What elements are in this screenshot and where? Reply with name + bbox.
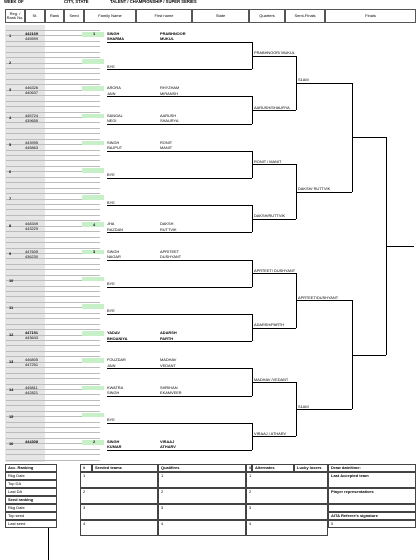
row-divider — [6, 57, 100, 58]
row-divider — [6, 204, 100, 205]
bracket-line — [107, 96, 252, 97]
seed-number: 1 — [93, 31, 96, 37]
row-divider — [6, 182, 100, 183]
seed-box — [82, 304, 104, 309]
family-name: SHARMA — [107, 36, 125, 42]
draw-position: 9 — [9, 250, 12, 256]
bracket-line — [107, 69, 252, 70]
row-divider — [6, 411, 100, 412]
family-name: RAJPUT — [107, 145, 123, 151]
row-divider — [6, 384, 100, 385]
row-divider — [6, 264, 100, 265]
reg-number: 446805 — [25, 357, 38, 363]
reg-number: 448349 — [25, 221, 38, 227]
top-da-label: Top DA — [5, 480, 57, 488]
r2-winner: PRABHNOOR/ MUKUL — [254, 50, 295, 56]
st-header: St. — [25, 9, 45, 23]
row-divider — [6, 258, 100, 259]
draw-position: 13 — [9, 359, 14, 365]
draw-position: 15 — [9, 413, 14, 419]
first-name: MANIT — [160, 145, 173, 151]
bracket-line — [296, 83, 352, 84]
row-divider — [6, 378, 100, 379]
reg-number: 445863 — [25, 144, 38, 150]
bracket-line — [107, 151, 252, 152]
bracket-line — [107, 423, 252, 424]
family-name: SANGAL — [107, 112, 123, 118]
r2-winner: ADARSH/PARTH — [254, 322, 285, 328]
draw-position: 1 — [9, 33, 12, 38]
first-name: PRABHNOOR — [160, 31, 186, 36]
row-divider — [6, 296, 100, 297]
family-name: JAIN — [107, 90, 116, 96]
r2-winner: RONIT / MANIT — [254, 158, 282, 164]
bracket-line — [107, 341, 252, 342]
bracket-line — [352, 137, 386, 138]
rkg-date-label: Rkg Date — [5, 504, 57, 512]
rep-slot — [328, 504, 416, 512]
draw-position: 5 — [9, 141, 12, 147]
reg-number: 436230 — [25, 253, 38, 259]
family-name: JHA — [107, 221, 115, 227]
seed-number: 2 — [93, 439, 96, 445]
row-divider — [6, 422, 100, 423]
seeded-teams-label: Seeded teams — [92, 464, 158, 472]
first-name-header: First name — [136, 9, 192, 23]
row-divider — [6, 345, 100, 346]
reg-header: Reg. / Rank No. — [5, 9, 25, 23]
hash-label: # — [80, 464, 92, 472]
row-divider — [6, 122, 100, 123]
row-divider — [6, 73, 100, 74]
row-divider — [6, 188, 100, 189]
bracket-line — [107, 42, 252, 43]
last-da-label: Last DA — [5, 488, 57, 496]
seed-box — [82, 331, 104, 336]
draw-position: 4 — [9, 114, 12, 120]
qualifier-slot: 1 — [158, 472, 246, 488]
r2-winner: APRTEET/ DUSHYANT — [254, 267, 296, 273]
seed-number: 4 — [93, 221, 96, 227]
qualifier-slot: 2 — [158, 488, 246, 504]
bracket-line — [252, 219, 296, 220]
row-divider — [6, 340, 100, 341]
first-name: APRITEET — [160, 248, 180, 254]
family-header: Family Name — [84, 9, 136, 23]
referee-signature-label: AITA Referee's signature — [328, 512, 416, 520]
bracket-line — [107, 178, 252, 179]
seed-slot: 1 — [80, 472, 158, 488]
bracket-line — [296, 409, 352, 410]
finals-header: Finals — [325, 9, 416, 23]
reg-number: 446326 — [25, 85, 38, 91]
row-divider — [6, 231, 100, 232]
row-divider — [6, 95, 100, 96]
row-divider — [6, 313, 100, 314]
draw-position: 10 — [9, 277, 14, 283]
reg-number: 445599 — [25, 36, 38, 41]
family-name: BYE — [107, 417, 115, 423]
row-divider — [6, 177, 100, 178]
row-divider — [6, 438, 100, 439]
family-name: NEGI — [107, 118, 117, 123]
reg-number: 443229 — [25, 226, 38, 232]
rkg-date-label: Rkg Date — [5, 472, 57, 480]
alternate-slot: 3 — [246, 504, 328, 520]
qualifier-slot: 4 — [158, 520, 246, 536]
reg-number: 440637 — [25, 90, 38, 96]
first-name: DUSHYANT — [160, 254, 182, 259]
draw-position: 2 — [9, 60, 12, 66]
first-name: DAKSH — [160, 221, 174, 227]
row-divider — [6, 166, 100, 167]
row-divider — [6, 112, 100, 113]
row-divider — [6, 242, 100, 243]
row-divider — [6, 291, 100, 292]
zero-value: 0 — [328, 520, 416, 528]
first-name: SHAURYA — [160, 118, 179, 123]
row-divider — [6, 150, 100, 151]
bracket-line — [352, 355, 386, 356]
draw-position: 14 — [9, 386, 14, 392]
seed-slot: 4 — [80, 520, 158, 536]
qf-winner: S1AM — [298, 403, 309, 409]
row-divider — [6, 155, 100, 156]
seed-box — [82, 141, 104, 146]
qualifier-slot: 3 — [158, 504, 246, 520]
row-divider — [6, 215, 100, 216]
row-divider — [6, 209, 100, 210]
reg-number: 439655 — [25, 117, 38, 123]
seed-box — [82, 114, 104, 119]
family-name: YADAV — [107, 330, 120, 336]
week-of: WEEK OF — [4, 0, 24, 4]
row-divider — [6, 139, 100, 140]
seed-box — [82, 358, 104, 363]
reg-number: 447251 — [25, 362, 38, 368]
family-name: KUMAR — [107, 444, 122, 450]
row-divider — [6, 449, 100, 450]
bracket-line — [107, 124, 252, 125]
seed-box — [82, 195, 104, 200]
row-divider — [6, 106, 100, 107]
lucky-losers-label: Lucky losers — [294, 464, 328, 472]
bracket-line — [252, 436, 296, 437]
seed-box — [82, 86, 104, 91]
row-divider — [6, 318, 100, 319]
family-name: SINGH — [107, 390, 120, 395]
row-divider — [6, 427, 100, 428]
seed-box — [82, 59, 104, 64]
family-name: BHOANIYA — [107, 335, 128, 341]
qf-winner: APRTEET/DUSHYANT — [298, 294, 339, 300]
seed-slot: 2 — [80, 488, 158, 504]
row-divider — [6, 356, 100, 357]
draw-position: 8 — [9, 223, 12, 229]
bracket-line — [296, 300, 352, 301]
draw-position: 12 — [9, 332, 14, 338]
family-name: SINGH — [107, 248, 120, 254]
row-divider — [6, 30, 100, 31]
family-name: BYE — [107, 63, 115, 69]
row-divider — [6, 367, 100, 368]
r2-winner: MADHAV /VEDANT — [254, 376, 289, 382]
first-name: MIRANSH — [160, 90, 178, 96]
reg-number: 442821 — [25, 389, 38, 395]
bracket-line — [107, 396, 252, 397]
row-divider — [6, 52, 100, 53]
draw-position: 6 — [9, 169, 12, 174]
draw-date-label: Draw date/time: — [328, 464, 416, 472]
family-name: NAGAR — [107, 254, 121, 259]
reg-number: 444308 — [25, 439, 38, 444]
reg-number: 445811 — [25, 384, 38, 390]
row-divider — [6, 133, 100, 134]
row-divider — [6, 79, 100, 80]
alternate-slot: 2 — [246, 488, 328, 504]
row-divider — [6, 220, 100, 221]
seed-box — [82, 386, 104, 391]
first-name: VIRAAJ — [160, 439, 175, 444]
row-divider — [6, 394, 100, 395]
acc-ranking-label: Acc. Ranking — [5, 464, 57, 472]
bracket-line — [107, 205, 252, 206]
first-name: RHYZHAM — [160, 85, 180, 91]
seed-slot: 3 — [80, 504, 158, 520]
row-divider — [6, 329, 100, 330]
bracket-line — [252, 56, 296, 57]
r2-winner: DAKSH/RUTTVIK — [254, 213, 286, 219]
footer-line — [48, 528, 49, 560]
first-name: PARTH — [160, 335, 174, 341]
row-divider — [6, 286, 100, 287]
seed-box — [82, 413, 104, 418]
family-name: KWATRA — [107, 384, 124, 390]
family-name: BYE — [107, 199, 115, 205]
bracket-line — [252, 328, 296, 329]
bracket-line — [252, 273, 296, 274]
bracket-line — [252, 382, 296, 383]
first-name: MADHAV — [160, 357, 177, 363]
row-divider — [6, 84, 100, 85]
row-divider — [6, 275, 100, 276]
family-name: BYE — [107, 281, 115, 287]
row-divider — [6, 432, 100, 433]
reg-number: 443995 — [25, 139, 38, 145]
family-name: JAIN — [107, 362, 116, 368]
family-name: BYE — [107, 308, 115, 314]
row-divider — [6, 237, 100, 238]
first-name: ADARSH — [160, 330, 177, 336]
draw-position: 11 — [9, 305, 14, 310]
first-name: SHRIHAN — [160, 384, 178, 390]
city-state: CITY, STATE — [64, 0, 89, 4]
seed-number: 3 — [93, 248, 96, 254]
bracket-line — [107, 368, 252, 369]
bracket-line — [252, 110, 296, 111]
first-name: RONIT — [160, 139, 173, 145]
first-name: MUKUL — [160, 36, 175, 42]
row-divider — [6, 373, 100, 374]
seed-box — [82, 168, 104, 173]
family-name: SINGH — [107, 139, 120, 145]
reg-number: 447151 — [25, 330, 38, 336]
bracket-line — [252, 164, 296, 165]
row-divider — [6, 269, 100, 270]
r2-winner: AARUSH/SHAURYA — [254, 104, 290, 110]
reg-number: 447605 — [25, 248, 38, 254]
family-name: SINGH — [107, 439, 120, 444]
seed-box — [82, 277, 104, 282]
last-seed-label: Last seed — [5, 520, 57, 528]
alternate-slot: 1 — [246, 472, 328, 488]
family-name: ARORA — [107, 85, 121, 91]
reg-number: 445724 — [25, 112, 38, 118]
row-divider — [6, 68, 100, 69]
series-title: TALENT / CHAMPIONSHIP / SUPER SERIES — [110, 0, 197, 4]
qf-winner: DAKSH/ RUTTVIK — [298, 186, 331, 192]
player-reps-label: Player representatives — [328, 488, 416, 504]
state-header: State — [192, 9, 249, 23]
family-name: RAZDAN — [107, 226, 123, 232]
row-divider — [6, 400, 100, 401]
alternate-slot: 4 — [246, 520, 328, 536]
draw-position: 16 — [9, 441, 14, 446]
row-divider — [6, 460, 100, 461]
qf-winner: S1AM — [298, 77, 309, 83]
row-divider — [6, 454, 100, 455]
quarters-header: Quarters — [249, 9, 285, 23]
row-divider — [6, 324, 100, 325]
top-seed-label: Top seed — [5, 512, 57, 520]
family-name: SINGH — [107, 31, 120, 36]
seed-header: Seed — [64, 9, 84, 23]
hash-label: # — [246, 464, 252, 472]
reg-number: 443643 — [25, 335, 38, 341]
seed-ranking-label: Seed ranking — [5, 496, 57, 504]
bracket-line — [107, 450, 252, 451]
reg-number: 442169 — [25, 31, 38, 36]
row-divider — [6, 46, 100, 47]
r2-winner: VIRAAJ / ATHARV — [254, 430, 287, 436]
draw-position: 3 — [9, 87, 12, 93]
first-name: ATHARV — [160, 444, 176, 450]
row-divider — [6, 101, 100, 102]
first-name: RUTTVIK — [160, 226, 177, 232]
rank-header: Rank — [45, 9, 64, 23]
row-divider — [6, 405, 100, 406]
family-name: BYE — [107, 172, 115, 178]
row-divider — [6, 193, 100, 194]
row-divider — [6, 248, 100, 249]
bracket-line — [386, 246, 414, 247]
first-name: EKAMVEER — [160, 390, 182, 395]
alternates-label: Alternates — [252, 464, 294, 472]
draw-position: 7 — [9, 196, 12, 202]
bracket-line — [107, 287, 252, 288]
bracket-line — [107, 260, 252, 261]
row-divider — [6, 302, 100, 303]
first-name: VEDANT — [160, 362, 176, 368]
bracket-line — [107, 314, 252, 315]
row-divider — [6, 351, 100, 352]
semis-header: Semi-Finals — [285, 9, 325, 23]
row-divider — [6, 160, 100, 161]
qualifiers-label: Qualifires — [158, 464, 246, 472]
family-name: FOUZDAR — [107, 357, 126, 363]
first-name: AARUSH — [160, 112, 177, 118]
last-accepted-label: Last Accepted team — [328, 472, 416, 488]
bracket-line — [107, 232, 252, 233]
bracket-line — [296, 192, 352, 193]
row-divider — [6, 41, 100, 42]
row-divider — [6, 128, 100, 129]
